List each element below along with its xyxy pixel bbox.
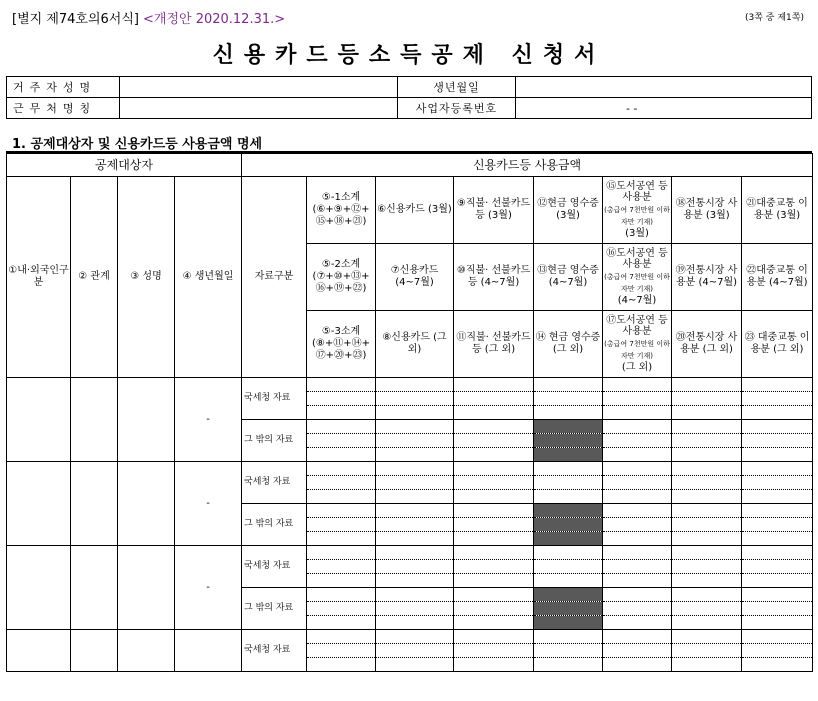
amount-cell[interactable]	[742, 434, 813, 448]
amount-cell[interactable]	[307, 588, 376, 602]
book-show-other-month: (그 외)	[621, 361, 653, 373]
book-show-aprjul-title: ⑯도서공연 등 사용분	[606, 247, 668, 271]
other-data-label: 그 밖의 자료	[242, 588, 307, 630]
cell-relation[interactable]	[71, 546, 118, 630]
amount-cell	[534, 532, 603, 546]
cell-relation[interactable]	[71, 462, 118, 546]
amount-cell[interactable]	[742, 490, 813, 504]
amount-cell[interactable]	[742, 532, 813, 546]
amount-cell	[534, 434, 603, 448]
amount-cell[interactable]	[672, 392, 742, 406]
nts-data-label: 국세청 자료	[242, 378, 307, 420]
amount-cell[interactable]	[742, 518, 813, 532]
book-show-other-note: (총급여 7천만원 이하자만 기재)	[604, 340, 670, 360]
amount-cell[interactable]	[603, 532, 672, 546]
market-other-header: ⑳전통시장 사용분 (그 외)	[672, 311, 742, 378]
transit-mar-header: ㉑대중교통 이용분 (3월)	[742, 177, 813, 244]
amount-cell[interactable]	[742, 616, 813, 630]
amount-cell[interactable]	[307, 434, 376, 448]
resident-name-field[interactable]	[120, 77, 398, 98]
amount-cell[interactable]	[603, 448, 672, 462]
form-number	[12, 8, 285, 27]
amount-cell[interactable]	[454, 630, 534, 644]
amount-cell[interactable]	[454, 462, 534, 476]
col-data-type: 자료구분	[242, 177, 307, 378]
amount-cell[interactable]	[672, 658, 742, 672]
amount-cell[interactable]	[454, 378, 534, 392]
amount-cell[interactable]	[742, 504, 813, 518]
cash-receipt-aprjul-header: ⑬현금 영수증 (4~7월)	[534, 244, 603, 311]
amount-cell[interactable]	[376, 434, 454, 448]
book-show-other-title: ⑰도서공연 등 사용분	[606, 314, 668, 338]
amount-cell[interactable]	[376, 658, 454, 672]
amount-cell[interactable]	[534, 406, 603, 420]
applicant-info-table	[6, 76, 812, 119]
amount-cell[interactable]	[376, 602, 454, 616]
amount-cell[interactable]	[376, 378, 454, 392]
amount-cell[interactable]	[454, 518, 534, 532]
other-data-label: 그 밖의 자료	[242, 420, 307, 462]
amount-cell[interactable]	[534, 644, 603, 658]
amount-cell[interactable]	[534, 490, 603, 504]
other-data-label: 그 밖의 자료	[242, 504, 307, 546]
amount-cell[interactable]	[672, 616, 742, 630]
transit-other-header: ㉓ 대중교통 이용분 (그 외)	[742, 311, 813, 378]
amount-cell[interactable]	[454, 546, 534, 560]
nts-data-label: 국세청 자료	[242, 630, 307, 672]
amount-cell[interactable]	[603, 462, 672, 476]
amount-cell[interactable]	[534, 392, 603, 406]
amount-cell[interactable]	[603, 616, 672, 630]
cell-relation[interactable]	[71, 378, 118, 462]
amount-cell[interactable]	[376, 518, 454, 532]
amount-cell[interactable]	[376, 616, 454, 630]
amount-cell[interactable]	[672, 476, 742, 490]
amount-cell[interactable]	[672, 448, 742, 462]
amount-cell[interactable]	[742, 630, 813, 644]
amount-cell[interactable]	[376, 574, 454, 588]
amount-cell	[534, 518, 603, 532]
cash-receipt-other-header: ⑭ 현금 영수증 (그 외)	[534, 311, 603, 378]
col-name: ③ 성명	[118, 177, 175, 378]
amount-cell	[534, 420, 603, 434]
group-header-card-usage: 신용카드등 사용금액	[242, 154, 813, 177]
col-nationality: ①내·외국인구분	[7, 177, 71, 378]
amount-cell[interactable]	[307, 490, 376, 504]
table-row	[7, 630, 813, 644]
amount-cell[interactable]	[454, 644, 534, 658]
workplace-name-label: 근무처명칭	[7, 98, 120, 119]
cash-receipt-mar-header: ⑫현금 영수증 (3월)	[534, 177, 603, 244]
amount-cell[interactable]	[307, 504, 376, 518]
amount-cell[interactable]	[307, 420, 376, 434]
amount-cell[interactable]	[603, 504, 672, 518]
amount-cell[interactable]	[454, 490, 534, 504]
amount-cell[interactable]	[454, 392, 534, 406]
amount-cell[interactable]	[603, 378, 672, 392]
amount-cell[interactable]	[307, 658, 376, 672]
amount-cell[interactable]	[454, 406, 534, 420]
amount-cell[interactable]	[307, 630, 376, 644]
amount-cell[interactable]	[376, 532, 454, 546]
amount-cell[interactable]	[603, 518, 672, 532]
book-show-other-header	[603, 311, 672, 378]
book-show-mar-title: ⑮도서공연 등 사용분	[606, 180, 668, 204]
col-birth: ④ 생년월일	[175, 177, 242, 378]
subtotal-2-header: ⑤-2소계 (⑦+⑩+⑬+ ⑯+⑲+㉒)	[307, 244, 376, 311]
cell-birth[interactable]	[175, 630, 242, 672]
amount-cell[interactable]	[534, 546, 603, 560]
birth-date-label: 생년월일	[398, 77, 516, 98]
amount-cell	[534, 448, 603, 462]
cell-name[interactable]	[118, 462, 175, 546]
amount-cell	[534, 616, 603, 630]
amount-cell[interactable]	[603, 546, 672, 560]
amount-cell[interactable]	[454, 658, 534, 672]
table-row	[7, 378, 813, 392]
amount-cell[interactable]	[742, 546, 813, 560]
amount-cell[interactable]	[454, 616, 534, 630]
amount-cell[interactable]	[603, 560, 672, 574]
amount-cell[interactable]	[376, 490, 454, 504]
amount-cell[interactable]	[672, 462, 742, 476]
amount-cell[interactable]	[534, 378, 603, 392]
credit-card-aprjul-header: ⑦신용카드 (4~7월)	[376, 244, 454, 311]
amount-cell[interactable]	[603, 476, 672, 490]
amount-cell[interactable]	[454, 476, 534, 490]
col-relation: ② 관계	[71, 177, 118, 378]
amount-cell[interactable]	[672, 602, 742, 616]
book-show-mar-month: (3월)	[625, 227, 649, 239]
amount-cell[interactable]	[534, 560, 603, 574]
amount-cell[interactable]	[307, 616, 376, 630]
amount-cell[interactable]	[603, 574, 672, 588]
amount-cell[interactable]	[672, 630, 742, 644]
amount-cell[interactable]	[742, 448, 813, 462]
amount-cell[interactable]	[603, 434, 672, 448]
amount-cell[interactable]	[307, 378, 376, 392]
cell-name[interactable]	[118, 546, 175, 630]
amount-cell[interactable]	[742, 476, 813, 490]
amount-cell[interactable]	[454, 434, 534, 448]
amount-cell[interactable]	[376, 420, 454, 434]
page-indicator: (3쪽 중 제1쪽)	[745, 13, 804, 23]
cell-birth[interactable]: -	[175, 546, 242, 630]
amount-cell[interactable]	[307, 546, 376, 560]
amount-cell[interactable]	[672, 574, 742, 588]
amount-cell[interactable]	[742, 644, 813, 658]
market-aprjul-header: ⑲전통시장 사용분 (4~7월)	[672, 244, 742, 311]
cell-relation[interactable]	[71, 630, 118, 672]
book-show-aprjul-header	[603, 244, 672, 311]
form-number-text: [별지 제74호의6서식]	[12, 12, 139, 27]
amount-cell[interactable]	[672, 490, 742, 504]
amount-cell[interactable]	[454, 448, 534, 462]
amount-cell[interactable]	[672, 588, 742, 602]
debit-card-mar-header: ⑨직불· 선불카드등 (3월)	[454, 177, 534, 244]
birth-date-field[interactable]	[516, 77, 812, 98]
amount-cell[interactable]	[454, 574, 534, 588]
book-show-aprjul-note: (총급여 7천만원 이하자만 기재)	[604, 273, 670, 293]
amount-cell[interactable]	[534, 462, 603, 476]
market-mar-header: ⑱전통시장 사용분 (3월)	[672, 177, 742, 244]
amount-cell[interactable]	[376, 630, 454, 644]
amount-cell[interactable]	[307, 532, 376, 546]
deduction-table	[6, 153, 813, 672]
revision-note: <개정안 2020.12.31.>	[143, 12, 286, 27]
amount-cell[interactable]	[307, 518, 376, 532]
cell-nationality[interactable]	[7, 630, 71, 672]
amount-cell[interactable]	[307, 644, 376, 658]
amount-cell[interactable]	[376, 476, 454, 490]
amount-cell[interactable]	[742, 560, 813, 574]
amount-cell[interactable]	[376, 448, 454, 462]
amount-cell[interactable]	[603, 420, 672, 434]
amount-cell[interactable]	[603, 588, 672, 602]
amount-cell[interactable]	[603, 392, 672, 406]
amount-cell	[534, 602, 603, 616]
amount-cell[interactable]	[672, 434, 742, 448]
cell-nationality[interactable]	[7, 546, 71, 630]
business-number-label: 사업자등록번호	[398, 98, 516, 119]
amount-cell[interactable]	[742, 392, 813, 406]
amount-cell[interactable]	[603, 490, 672, 504]
amount-cell[interactable]	[672, 406, 742, 420]
cell-birth[interactable]: -	[175, 462, 242, 546]
amount-cell[interactable]	[742, 406, 813, 420]
amount-cell[interactable]	[454, 532, 534, 546]
amount-cell[interactable]	[603, 644, 672, 658]
transit-aprjul-header: ㉒대중교통 이용분 (4~7월)	[742, 244, 813, 311]
amount-cell	[534, 588, 603, 602]
amount-cell[interactable]	[534, 630, 603, 644]
amount-cell[interactable]	[534, 658, 603, 672]
amount-cell[interactable]	[742, 588, 813, 602]
amount-cell[interactable]	[376, 588, 454, 602]
amount-cell[interactable]	[672, 518, 742, 532]
amount-cell[interactable]	[603, 658, 672, 672]
amount-cell[interactable]	[742, 574, 813, 588]
section-1-title: 1. 공제대상자 및 신용카드등 사용금액 명세	[12, 137, 263, 152]
group-header-beneficiary: 공제대상자	[7, 154, 242, 177]
amount-cell[interactable]	[603, 406, 672, 420]
amount-cell[interactable]	[672, 532, 742, 546]
subtotal-1-header: ⑤-1소계 (⑥+⑨+⑫+ ⑮+⑱+㉑)	[307, 177, 376, 244]
amount-cell[interactable]	[307, 462, 376, 476]
amount-cell[interactable]	[742, 462, 813, 476]
book-show-mar-header	[603, 177, 672, 244]
amount-cell[interactable]	[603, 630, 672, 644]
subtotal-3-header: ⑤-3소계 (⑧+⑪+⑭+ ⑰+⑳+㉓)	[307, 311, 376, 378]
amount-cell[interactable]	[307, 448, 376, 462]
amount-cell[interactable]	[672, 378, 742, 392]
amount-cell[interactable]	[742, 658, 813, 672]
amount-cell[interactable]	[376, 504, 454, 518]
amount-cell[interactable]	[376, 644, 454, 658]
cell-nationality[interactable]	[7, 462, 71, 546]
amount-cell[interactable]	[454, 504, 534, 518]
amount-cell[interactable]	[454, 602, 534, 616]
amount-cell[interactable]	[672, 504, 742, 518]
amount-cell[interactable]	[534, 476, 603, 490]
amount-cell[interactable]	[672, 644, 742, 658]
page-title: 신용카드등소득공제 신청서	[212, 43, 606, 68]
amount-cell[interactable]	[603, 602, 672, 616]
amount-cell[interactable]	[376, 560, 454, 574]
amount-cell	[534, 504, 603, 518]
amount-cell[interactable]	[376, 546, 454, 560]
amount-cell[interactable]	[307, 560, 376, 574]
workplace-name-field[interactable]	[120, 98, 398, 119]
cell-name[interactable]	[118, 378, 175, 462]
amount-cell[interactable]	[672, 420, 742, 434]
nts-data-label: 국세청 자료	[242, 462, 307, 504]
debit-card-aprjul-header: ⑩직불· 선불카드등 (4~7월)	[454, 244, 534, 311]
resident-name-label: 거주자성명	[7, 77, 120, 98]
amount-cell[interactable]	[376, 406, 454, 420]
cell-birth[interactable]: -	[175, 378, 242, 462]
table-row	[7, 546, 813, 560]
amount-cell[interactable]	[307, 574, 376, 588]
nts-data-label: 국세청 자료	[242, 546, 307, 588]
amount-cell[interactable]	[534, 574, 603, 588]
amount-cell[interactable]	[454, 588, 534, 602]
amount-cell[interactable]	[742, 378, 813, 392]
amount-cell[interactable]	[307, 602, 376, 616]
debit-card-other-header: ⑪직불· 선불카드등 (그 외)	[454, 311, 534, 378]
amount-cell[interactable]	[454, 420, 534, 434]
amount-cell[interactable]	[742, 420, 813, 434]
cell-name[interactable]	[118, 630, 175, 672]
amount-cell[interactable]	[307, 406, 376, 420]
book-show-mar-note: (총급여 7천만원 이하자만 기재)	[604, 206, 670, 226]
cell-nationality[interactable]	[7, 378, 71, 462]
amount-cell[interactable]	[376, 462, 454, 476]
amount-cell[interactable]	[672, 546, 742, 560]
credit-card-mar-header: ⑥신용카드 (3월)	[376, 177, 454, 244]
amount-cell[interactable]	[307, 392, 376, 406]
credit-card-other-header: ⑧신용카드 (그 외)	[376, 311, 454, 378]
amount-cell[interactable]	[742, 602, 813, 616]
business-number-field[interactable]: - -	[516, 98, 812, 119]
amount-cell[interactable]	[307, 476, 376, 490]
table-row	[7, 462, 813, 476]
amount-cell[interactable]	[672, 560, 742, 574]
amount-cell[interactable]	[454, 560, 534, 574]
book-show-aprjul-month: (4~7월)	[617, 294, 657, 306]
amount-cell[interactable]	[376, 392, 454, 406]
